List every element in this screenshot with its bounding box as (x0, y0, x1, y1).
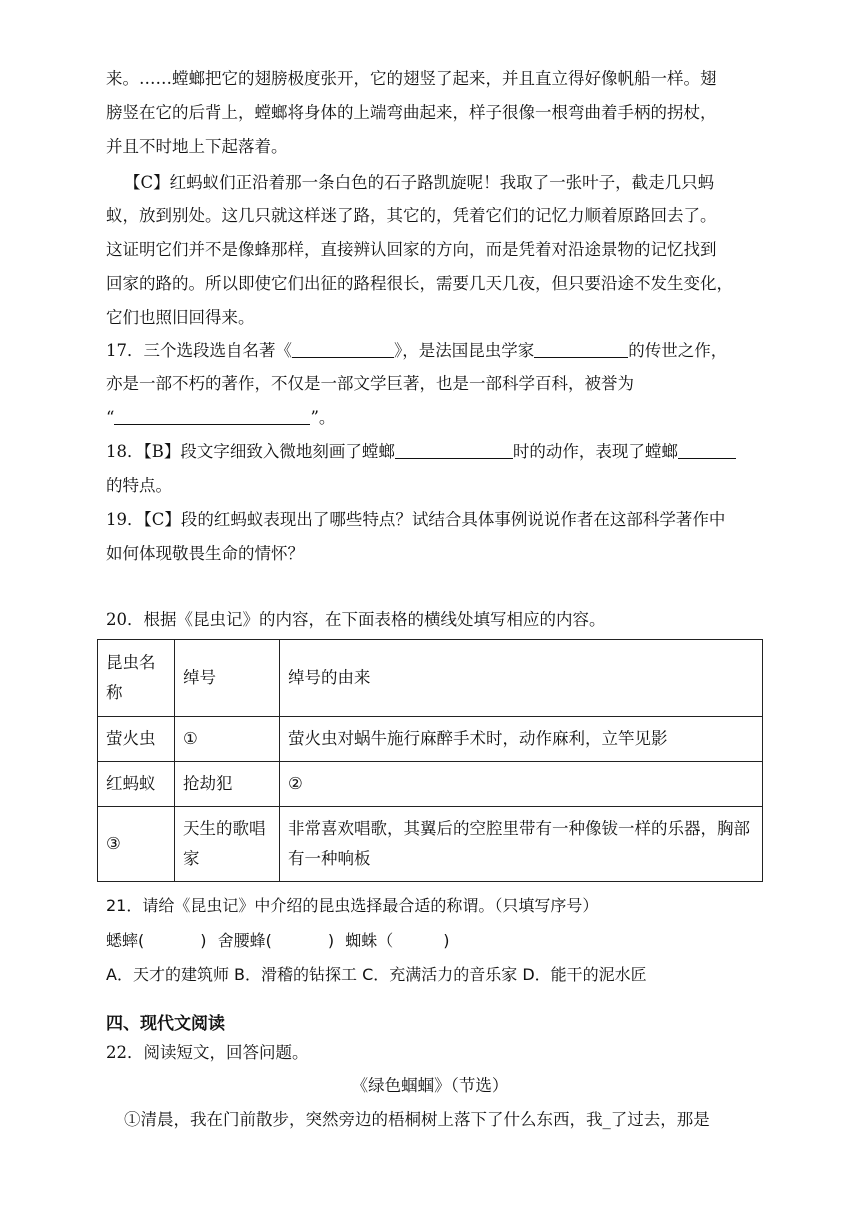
q21-paren: ) (200, 931, 207, 950)
insect-table (97, 639, 763, 882)
table-row (98, 807, 763, 882)
cell-nickname-blank-1[interactable]: ① (175, 717, 280, 762)
cell-insect: 红蚂蚁 (98, 762, 175, 807)
cell-nickname: 天生的歌唱家 (175, 807, 280, 882)
question-21-options: A．天才的建筑师 B．滑稽的钻探工 C．充满活力的音乐家 D．能干的泥水匠 (106, 965, 647, 984)
q17-text-3: 的传世之作， (628, 341, 728, 360)
passage-b-line-3: 并且不时地上下起落着。 (106, 137, 288, 156)
passage-c-line-3: 这证明它们并不是像蜂那样，直接辨认回家的方向，而是凭着对沿途景物的记忆找到 (106, 240, 717, 259)
q21-paren: ) (327, 931, 335, 950)
header-nickname-origin: 绰号的由来 (280, 640, 763, 717)
cell-origin: 非常喜欢唱歌，其翼后的空腔里带有一种像钹一样的乐器，胸部有一种响板 (280, 807, 763, 882)
passage-c-line-5: 它们也照旧回得来。 (106, 308, 255, 327)
question-21-items (106, 930, 449, 952)
q18-text-1: 18．【B】段文字细致入微地刻画了螳螂 (106, 442, 395, 461)
cell-insect: 萤火虫 (98, 717, 175, 762)
passage-b-line-1: 来。……螳螂把它的翅膀极度张开，它的翅竖了起来，并且直立得好像帆船一样。翅 (106, 69, 717, 88)
passage-c-line-2: 蚁，放到别处。这几只就这样迷了路，其它的，凭着它们的记忆力顺着原路回去了。 (106, 206, 717, 225)
q21-paren: ) (443, 931, 450, 950)
cell-origin: 萤火虫对蜗牛施行麻醉手术时，动作麻利，立竿见影 (280, 717, 763, 762)
q17-close-quote: ”。 (310, 408, 336, 427)
table-row (98, 762, 763, 807)
q17-title-blank[interactable] (114, 408, 310, 425)
article-paragraph-1: ①清晨，我在门前散步，突然旁边的梧桐树上落下了什么东西，我_了过去，那是 (124, 1110, 710, 1129)
cell-origin-blank-2[interactable]: ② (280, 762, 763, 807)
passage-c-line-1: 【C】红蚂蚁们正沿着那一条白色的石子路凯旋呢！我取了一张叶子，截走几只蚂 (124, 173, 715, 192)
question-22-prompt: 22．阅读短文，回答问题。 (106, 1043, 309, 1062)
question-17-line-1 (106, 340, 727, 362)
cell-nickname: 抢劫犯 (175, 762, 280, 807)
q18-action-blank[interactable] (395, 442, 513, 459)
q21-item-wasp: 舍腰蜂( (217, 931, 272, 950)
table-header-row (98, 640, 763, 717)
table-row (98, 717, 763, 762)
q21-item-cricket: 蟋蟀( (106, 931, 145, 950)
passage-c-line-4: 回家的路的。所以即使它们出征的路程很长，需要几天几夜，但只要沿途不发生变化， (106, 274, 733, 293)
q18-text-2: 时的动作，表现了螳螂 (512, 442, 678, 461)
q18-trait-blank[interactable] (678, 442, 736, 459)
q17-book-blank[interactable] (292, 341, 394, 358)
question-18-line-2: 的特点。 (106, 476, 172, 495)
question-18-line-1 (106, 441, 736, 463)
question-20-prompt: 20．根据《昆虫记》的内容，在下面表格的横线处填写相应的内容。 (106, 610, 606, 629)
q17-open-quote: “ (106, 408, 115, 427)
q17-author-blank[interactable] (534, 341, 628, 358)
question-21-prompt: 21．请给《昆虫记》中介绍的昆虫选择最合适的称谓。（只填写序号） (106, 896, 599, 915)
question-17-line-2: 亦是一部不朽的著作，不仅是一部文学巨著，也是一部科学百科，被誉为 (106, 374, 634, 393)
passage-b-line-2: 膀竖在它的后背上，螳螂将身体的上端弯曲起来，样子很像一根弯曲着手柄的拐杖， (106, 103, 717, 122)
question-17-line-3 (106, 407, 335, 429)
cell-insect-blank-3[interactable]: ③ (98, 807, 175, 882)
q21-item-spider: 蜘蛛（ (345, 931, 394, 950)
header-insect-name: 昆虫名称 (98, 640, 175, 717)
header-nickname: 绰号 (175, 640, 280, 717)
q17-text-2: 》，是法国昆虫学家 (394, 341, 535, 360)
section-heading: 四、现代文阅读 (106, 1014, 225, 1034)
article-title: 《绿色蝈蝈》（节选） (351, 1076, 509, 1095)
question-19-line-1: 19．【C】段的红蚂蚁表现出了哪些特点？试结合具体事例说说作者在这部科学著作中 (106, 510, 726, 529)
q17-text-1: 17．三个选段选自名著《 (106, 341, 292, 360)
question-19-line-2: 如何体现敬畏生命的情怀？ (106, 544, 304, 563)
